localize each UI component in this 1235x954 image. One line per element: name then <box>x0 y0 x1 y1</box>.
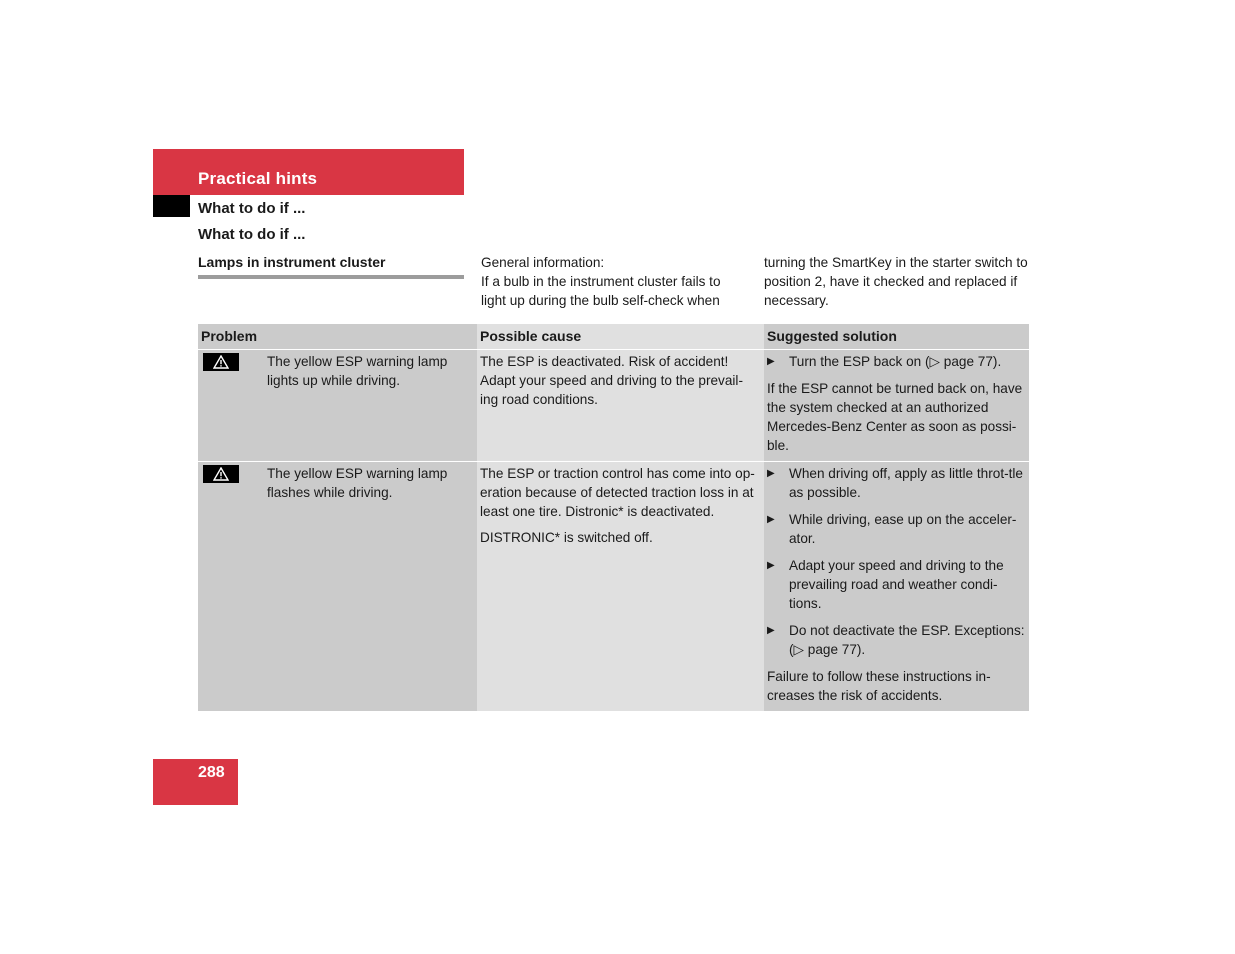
section-title: Practical hints <box>198 169 318 188</box>
cause-cell <box>477 462 764 712</box>
header-suggested-solution: Suggested solution <box>764 324 1029 350</box>
cause-text: The ESP is deactivated. Risk of accident! Adapt your speed and driving to the prevail-ing road conditions. <box>480 354 743 407</box>
subsection-title: What to do if ... <box>198 200 306 217</box>
solution-step <box>767 352 1026 371</box>
problem-text: The yellow ESP warning lamp lights up while driving. <box>267 354 448 388</box>
problem-cell <box>198 350 477 462</box>
section-tab-marker <box>153 195 190 217</box>
solution-step <box>767 464 1026 502</box>
bullet-arrow-icon: ▶ <box>767 625 775 636</box>
solution-step-text: Do not deactivate the ESP. Exceptions: (▷ page 77). <box>789 623 1025 657</box>
warning-triangle-icon <box>203 465 239 483</box>
table-row <box>198 350 1029 462</box>
table-header-row <box>198 324 1029 350</box>
solution-cell <box>764 462 1029 712</box>
intro-left-text: General information: If a bulb in the instrument cluster fails to light up during the bulb self-check when <box>481 255 721 308</box>
solution-step-text: While driving, ease up on the acceler-ator. <box>789 512 1017 546</box>
topic-heading: Lamps in instrument cluster <box>198 254 464 279</box>
bullet-arrow-icon: ▶ <box>767 514 775 525</box>
cause-text: The ESP or traction control has come into op-eration because of detected traction loss in at least one tire. Distronic* is deactivated. <box>480 466 755 519</box>
page-number-badge <box>153 759 238 805</box>
solution-step <box>767 621 1026 659</box>
solution-step-text: Adapt your speed and driving to the prevailing road and weather condi-tions. <box>789 558 1004 611</box>
header-problem: Problem <box>198 324 477 350</box>
solution-step <box>767 556 1026 613</box>
solution-cell <box>764 350 1029 462</box>
intro-text-right <box>764 253 1032 310</box>
solution-note: If the ESP cannot be turned back on, have the system checked at an authorized Mercedes-Benz Center as soon as possi-ble. <box>767 381 1023 453</box>
cause-text: DISTRONIC* is switched off. <box>480 530 653 545</box>
solution-step-text: Turn the ESP back on (▷ page 77). <box>789 354 1002 369</box>
problem-text: The yellow ESP warning lamp flashes while driving. <box>267 466 448 500</box>
warning-triangle-icon-glyph <box>213 355 229 369</box>
bullet-arrow-icon: ▶ <box>767 356 775 367</box>
bullet-arrow-icon: ▶ <box>767 560 775 571</box>
header-possible-cause: Possible cause <box>477 324 764 350</box>
solution-step <box>767 510 1026 548</box>
subsection-title-repeat: What to do if ... <box>198 226 306 243</box>
intro-text-left <box>481 253 746 310</box>
warning-triangle-icon <box>203 353 239 371</box>
table-row <box>198 462 1029 712</box>
solution-step-text: When driving off, apply as little throt-tle as possible. <box>789 466 1023 500</box>
cause-cell <box>477 350 764 462</box>
warning-triangle-icon-glyph <box>213 467 229 481</box>
troubleshooting-table <box>198 324 1029 711</box>
intro-right-text: turning the SmartKey in the starter switch to position 2, have it checked and replaced if necessary. <box>764 255 1028 308</box>
solution-note: Failure to follow these instructions in-creases the risk of accidents. <box>767 669 991 703</box>
page-number: 288 <box>198 764 225 781</box>
problem-cell <box>198 462 477 712</box>
bullet-arrow-icon: ▶ <box>767 468 775 479</box>
